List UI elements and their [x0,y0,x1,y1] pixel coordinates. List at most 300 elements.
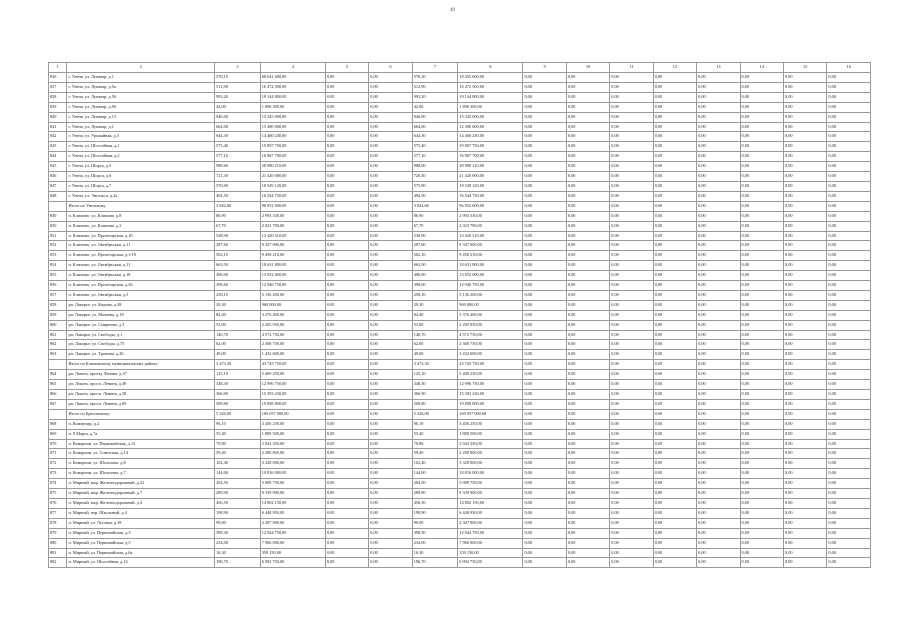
value-cell: 0,00 [523,300,566,310]
value-cell: 1 896 300,00 [260,102,325,112]
value-cell: 0,00 [783,310,826,320]
value-cell: 5 409 250,00 [260,370,325,380]
value-cell: 79,80 [215,439,261,449]
value-cell: 18 549 120,00 [458,181,523,191]
value-cell: 0,00 [566,261,609,271]
value-cell: 0,00 [369,548,412,558]
value-cell: 0,00 [325,152,368,162]
value-cell: 0,00 [697,558,740,568]
value-cell: 0,00 [369,390,412,400]
value-cell: 0,00 [369,112,412,122]
value-cell: 2 307 900,00 [260,518,325,528]
value-cell: 19 816 000,00 [260,469,325,479]
row-number-cell: 840 [49,112,67,122]
value-cell: 0,00 [827,221,871,231]
value-cell: 0,00 [610,310,653,320]
value-cell: 0,00 [566,221,609,231]
value-cell: 0,00 [653,122,696,132]
row-number-cell: 869 [49,429,67,439]
value-cell: 0,00 [697,231,740,241]
value-cell: 359 150,00 [458,548,523,558]
value-cell: 0,00 [783,548,826,558]
value-cell: 494,50 [215,191,261,201]
value-cell: 0,00 [653,350,696,360]
value-cell: 0,00 [325,122,368,132]
value-cell: 96 952 600,00 [458,201,523,211]
table-row [49,528,871,538]
value-cell: 287,60 [215,241,261,251]
value-cell: 0,00 [653,310,696,320]
value-cell: 0,00 [566,498,609,508]
table-row [49,489,871,499]
value-cell: 0,00 [610,112,653,122]
value-cell: 0,00 [827,191,871,201]
value-cell: 0,00 [827,211,871,221]
value-cell: 5 089 750,00 [458,479,523,489]
value-cell: 0,00 [523,251,566,261]
value-cell: 0,00 [697,419,740,429]
row-number-cell: 874 [49,479,67,489]
value-cell: 538,90 [412,231,458,241]
value-cell: 0,00 [697,399,740,409]
value-cell: 42,00 [412,102,458,112]
value-cell: 0,00 [697,439,740,449]
value-cell: 6 992 750,00 [260,558,325,568]
row-number-cell: 857 [49,290,67,300]
value-cell: 2 943 350,00 [458,439,523,449]
value-cell: 0,00 [325,261,368,271]
row-number-cell: 866 [49,390,67,400]
value-cell: 0,00 [523,290,566,300]
value-cell: 508,80 [215,399,261,409]
header-cell: 2 [67,63,215,73]
value-cell: 15 480 000,00 [260,122,325,132]
value-cell: 0,00 [740,251,783,261]
value-cell: 0,00 [369,320,412,330]
value-cell: 993,20 [215,92,261,102]
table-row [49,112,871,122]
value-cell: 644,30 [215,132,261,142]
address-cell: рп. Локоть, просп. Ленина, д.69 [67,399,215,409]
value-cell: 0,00 [653,380,696,390]
value-cell: 0,00 [827,102,871,112]
value-cell: 0,00 [783,330,826,340]
value-cell: 0,00 [740,469,783,479]
value-cell: 0,00 [610,399,653,409]
value-cell: 140,70 [412,330,458,340]
row-number-cell: 841 [49,122,67,132]
value-cell: 21 420 000,00 [260,172,325,182]
value-cell: 0,00 [653,152,696,162]
table-row [49,390,871,400]
value-cell: 0,00 [653,231,696,241]
value-cell: 86,90 [412,211,458,221]
value-cell: 0,00 [653,360,696,370]
value-cell: 0,00 [783,518,826,528]
value-cell: 198,90 [215,508,261,518]
value-cell: 0,00 [783,271,826,281]
row-number-cell: 849 [49,211,67,221]
value-cell: 84,40 [215,310,261,320]
table-row [49,419,871,429]
value-cell: 0,00 [653,558,696,568]
address-cell: г. Унеча, ул. Урожайная, д.3 [67,132,215,142]
value-cell: 0,00 [369,479,412,489]
value-cell: 0,00 [610,439,653,449]
value-cell: 0,00 [610,429,653,439]
value-cell: 0,00 [325,320,368,330]
value-cell: 0,00 [325,102,368,112]
row-number-cell: 846 [49,172,67,182]
value-cell: 6 448 950,00 [458,508,523,518]
row-number-cell: 859 [49,310,67,320]
value-cell: 0,00 [697,191,740,201]
value-cell: 0,00 [653,181,696,191]
value-cell: 0,00 [566,290,609,300]
value-cell: 0,00 [325,429,368,439]
value-cell: 576,90 [215,181,261,191]
value-cell: 144,00 [215,469,261,479]
value-cell: 0,00 [740,330,783,340]
value-cell: 0,00 [740,231,783,241]
value-cell: 0,00 [827,469,871,479]
value-cell: 4 572 750,00 [458,330,523,340]
row-number-cell: 873 [49,469,67,479]
value-cell: 0,00 [523,142,566,152]
row-number-cell: 852 [49,241,67,251]
value-cell: 0,00 [566,518,609,528]
value-cell: 0,00 [783,162,826,172]
value-cell: 0,00 [566,370,609,380]
value-cell: 0,00 [740,350,783,360]
value-cell: 0,00 [566,399,609,409]
table-row [49,290,871,300]
value-cell: 0,00 [369,73,412,83]
value-cell: 0,00 [653,300,696,310]
value-cell: 0,00 [740,340,783,350]
value-cell: 0,00 [610,172,653,182]
value-cell: 144,00 [412,469,458,479]
value-cell: 96,10 [412,419,458,429]
value-cell: 7 966 000,00 [458,538,523,548]
value-cell: 9 347 000,00 [260,241,325,251]
value-cell: 2 307 900,00 [458,518,523,528]
value-cell: 359 150,00 [260,548,325,558]
value-cell: 29,30 [412,300,458,310]
value-cell: 0,00 [325,469,368,479]
value-cell: 0,00 [827,439,871,449]
value-cell: 0,00 [653,172,696,182]
table-row [49,261,871,271]
value-cell: 2 205 950,00 [458,320,523,330]
value-cell: 0,00 [783,360,826,370]
row-number-cell: 860 [49,320,67,330]
value-cell: 234,00 [412,538,458,548]
value-cell: 988,60 [215,162,261,172]
value-cell: 0,00 [369,181,412,191]
value-cell: 53,00 [215,320,261,330]
value-cell: 0,00 [697,162,740,172]
value-cell: 0,00 [740,538,783,548]
value-cell: 0,00 [740,429,783,439]
address-cell: п. Мирный, ул. Первомайская, д.6а [67,548,215,558]
value-cell: 16 544 750,00 [260,191,325,201]
row-number-cell: 878 [49,518,67,528]
value-cell: 0,00 [653,132,696,142]
row-number-cell: 876 [49,498,67,508]
table-row [49,360,871,370]
value-cell: 0,00 [697,528,740,538]
value-cell: 0,00 [827,82,871,92]
value-cell: 0,00 [783,479,826,489]
value-cell: 0,00 [697,181,740,191]
value-cell: 0,00 [740,73,783,83]
value-cell: 0,00 [523,241,566,251]
value-cell: 0,00 [523,201,566,211]
value-cell: 3 842,60 [412,201,458,211]
header-cell: 4 [260,63,325,73]
row-number-cell: 863 [49,350,67,360]
value-cell: 0,00 [783,122,826,132]
value-cell: 19 898 800,00 [458,399,523,409]
value-cell: 16 472 500,00 [260,82,325,92]
value-cell: 0,00 [827,390,871,400]
value-cell: 0,00 [523,191,566,201]
value-cell: 0,00 [740,419,783,429]
address-cell: п. Мирный, пер. Школьный, д.4 [67,508,215,518]
value-cell: 0,00 [369,82,412,92]
table-row [49,211,871,221]
address-cell: г. Унеча, ул. Луначар, д.1 [67,73,215,83]
value-cell: 0,00 [697,152,740,162]
value-cell: 0,00 [827,479,871,489]
value-cell: 0,00 [325,241,368,251]
value-cell: 0,00 [653,142,696,152]
value-cell: 0,00 [566,132,609,142]
value-cell: 0,00 [610,558,653,568]
value-cell: 0,00 [566,231,609,241]
value-cell: 0,00 [523,102,566,112]
address-cell: Итого по Унечскому [67,201,215,211]
row-number-cell: 856 [49,281,67,291]
value-cell: 0,00 [653,112,696,122]
address-cell: п. Климово, ул. Октябрьская, д.5 [67,290,215,300]
table-row [49,181,871,191]
value-cell: 0,00 [566,201,609,211]
value-cell: 0,00 [325,191,368,201]
value-cell: 0,00 [610,419,653,429]
table-row [49,162,871,172]
row-number-cell: 865 [49,380,67,390]
value-cell: 0,00 [610,261,653,271]
table-row [49,320,871,330]
value-cell: 0,00 [783,181,826,191]
row-number-cell [49,360,67,370]
value-cell: 0,00 [827,459,871,469]
address-cell: г. Унеча, ул. Шорса, д.6 [67,172,215,182]
value-cell: 4 572 750,00 [260,330,325,340]
value-cell: 2 943 350,00 [260,439,325,449]
value-cell: 0,00 [523,380,566,390]
value-cell: 0,00 [325,73,368,83]
value-cell: 575,90 [412,181,458,191]
value-cell: 0,00 [523,479,566,489]
value-cell: 0,00 [369,172,412,182]
value-cell: 0,00 [697,350,740,360]
value-cell: 0,00 [827,73,871,83]
table-row [49,399,871,409]
header-cell: 13 [697,63,740,73]
value-cell: 0,00 [653,439,696,449]
value-cell: 140,70 [215,330,261,340]
value-cell: 15 345 000,00 [458,112,523,122]
address-cell: п. Комаричи, ул. Советская, д.14 [67,449,215,459]
value-cell: 0,00 [369,142,412,152]
value-cell: 196,70 [215,558,261,568]
value-cell: 0,00 [369,508,412,518]
value-cell: 0,00 [827,548,871,558]
value-cell: 0,00 [523,92,566,102]
value-cell: 3 473,30 [412,360,458,370]
value-cell: 0,00 [653,281,696,291]
value-cell: 0,00 [523,469,566,479]
value-cell: 0,00 [566,409,609,419]
value-cell: 0,00 [523,429,566,439]
value-cell: 3 376 400,00 [458,310,523,320]
table-row [49,469,871,479]
value-cell: 502,10 [412,251,458,261]
address-cell: п. Мирный, ул. Луговая, д.18 [67,518,215,528]
value-cell: 0,00 [566,508,609,518]
value-cell: 0,00 [610,498,653,508]
value-cell: 102,40 [215,459,261,469]
value-cell: 0,00 [523,508,566,518]
value-cell: 0,00 [783,241,826,251]
value-cell: 2 023 790,00 [458,221,523,231]
value-cell: 2 368 750,00 [260,340,325,350]
value-cell: 0,00 [325,518,368,528]
value-cell: 0,00 [653,320,696,330]
value-cell: 0,00 [783,73,826,83]
value-cell: 0,00 [610,122,653,132]
value-cell: 0,00 [827,330,871,340]
value-cell: 0,00 [566,181,609,191]
value-cell: 0,00 [827,251,871,261]
value-cell: 0,00 [325,439,368,449]
value-cell: 348,30 [215,380,261,390]
row-number-cell: 850 [49,221,67,231]
value-cell: 0,00 [697,261,740,271]
value-cell: 0,00 [523,350,566,360]
value-cell: 0,00 [523,498,566,508]
value-cell: 16 967 700,00 [260,152,325,162]
value-cell: 6 448 950,00 [260,508,325,518]
value-cell: 0,00 [566,538,609,548]
value-cell: 0,00 [523,340,566,350]
value-cell: 0,00 [653,459,696,469]
value-cell: 0,00 [369,528,412,538]
table-row [49,281,871,291]
value-cell: 0,00 [740,142,783,152]
value-cell: 0,00 [325,360,368,370]
value-cell: 0,00 [523,320,566,330]
header-cell: 9 [523,63,566,73]
value-cell: 16 967 700,00 [458,152,523,162]
value-cell: 0,00 [783,201,826,211]
value-cell: 0,00 [827,518,871,528]
value-cell: 0,00 [369,251,412,261]
value-cell: 0,00 [610,82,653,92]
value-cell: 0,00 [610,548,653,558]
row-number-cell: 877 [49,508,67,518]
value-cell: 0,00 [827,409,871,419]
value-cell: 2 280 800,00 [458,449,523,459]
table-row [49,221,871,231]
value-cell: 0,00 [566,330,609,340]
value-cell: 0,00 [369,449,412,459]
row-number-cell: 862 [49,340,67,350]
value-cell: 0,00 [610,271,653,281]
value-cell: 0,00 [610,211,653,221]
value-cell: 366,90 [412,390,458,400]
table-row [49,370,871,380]
address-cell: п. Климово, ул. Климова, д.8 [67,211,215,221]
value-cell: 3 456 250,00 [458,419,523,429]
address-cell: п. Климово, ул. Пролетарская, д.26 [67,281,215,291]
value-cell: 2 205 950,00 [260,320,325,330]
value-cell: 5 409 250,00 [458,370,523,380]
value-cell: 0,00 [740,172,783,182]
value-cell: 49,00 [215,350,261,360]
value-cell: 2 280 800,00 [260,449,325,459]
value-cell: 0,00 [325,271,368,281]
table-row [49,449,871,459]
value-cell: 0,00 [740,82,783,92]
value-cell: 0,00 [827,538,871,548]
value-cell: 0,00 [566,271,609,281]
value-cell: 0,00 [566,350,609,360]
value-cell: 0,00 [783,498,826,508]
value-cell: 0,00 [783,300,826,310]
header-cell: 1 [49,63,67,73]
address-cell: п. Комаричи, ул. Шолохова, д.7 [67,469,215,479]
address-cell: п. Климово, ул. Пролетарская, д.10 [67,231,215,241]
value-cell: 12 946 750,00 [458,281,523,291]
value-cell: 0,00 [325,211,368,221]
value-cell: 3 473,30 [215,360,261,370]
value-cell: 0,00 [566,469,609,479]
value-cell: 0,00 [827,112,871,122]
value-cell: 0,00 [827,201,871,211]
value-cell: 258,10 [412,290,458,300]
value-cell: 0,00 [827,419,871,429]
value-cell: 18 816 000,00 [458,469,523,479]
row-number-cell: 875 [49,489,67,499]
value-cell: 16 544 750,00 [458,191,523,201]
value-cell: 0,00 [740,390,783,400]
value-cell: 9 458 210,00 [260,251,325,261]
address-cell: п. Мирный, мкр. Железнодорожный, д.7 [67,489,215,499]
value-cell: 0,00 [325,409,368,419]
value-cell: 0,00 [697,251,740,261]
table-row [49,152,871,162]
value-cell: 96 952 600,00 [260,201,325,211]
value-cell: 0,00 [783,380,826,390]
value-cell: 0,00 [369,132,412,142]
value-cell: 0,00 [740,152,783,162]
value-cell: 0,00 [783,231,826,241]
value-cell: 0,00 [827,261,871,271]
